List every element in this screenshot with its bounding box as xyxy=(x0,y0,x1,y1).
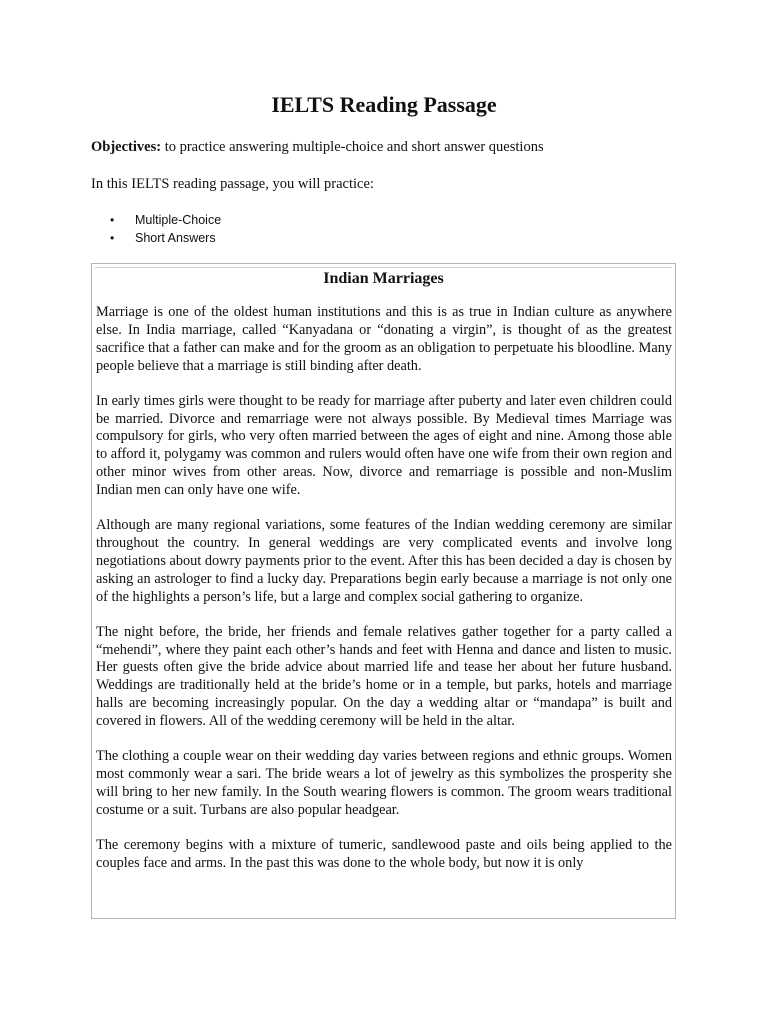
objectives-text: to practice answering multiple-choice and short answer questions xyxy=(161,139,544,155)
passage-paragraph: The clothing a couple wear on their wedding day varies between regions and ethnic groups. Women most commonly wear a sari. The bride wears a lot of jewelry as this symbolizes the prosperity she will bring to her new family. In the South wearing flowers is common. The groom wears traditional costume or a suit. Turbans are also popular headgear. xyxy=(96,748,672,818)
passage-paragraph: The ceremony begins with a mixture of tumeric, sandlewood paste and oils being applied to the couples face and arms. In the past this was done to the whole body, but now it is only xyxy=(96,836,672,871)
passage-title: Indian Marriages xyxy=(323,270,444,287)
intro-text: In this IELTS reading passage, you will practice: xyxy=(91,176,374,192)
passage-paragraph: Marriage is one of the oldest human institutions and this is as true in Indian culture as anywhere else. In India marriage, called “Kanyadana or “donating a virgin”, is thought of as the greatest sacrifice that a father can make and for the groom as an obligation to perpetuate his bloodline. Many people believe that a marriage is still binding after death. xyxy=(96,304,672,374)
list-item xyxy=(110,229,221,247)
objectives-label: Objectives: xyxy=(91,139,162,155)
bullet-icon: • xyxy=(110,213,115,227)
reading-passage-box xyxy=(91,263,676,919)
practice-list xyxy=(110,211,221,247)
page-title: IELTS Reading Passage xyxy=(271,92,497,117)
list-item-label: Short Answers xyxy=(135,231,216,245)
objectives-line xyxy=(91,139,544,156)
bullet-icon: • xyxy=(110,231,115,245)
passage-paragraph: The night before, the bride, her friends and female relatives gather together for a party called a “mehendi”, where they paint each other’s hands and feet with Henna and dance and listen to music. Her guests often give the bride advice about married life and tease her about her future husband. Weddings are traditionally held at the bride’s home or in a temple, but parks, hotels and marriage halls are becoming increasingly popular. On the day a wedding altar or “mandapa” is built and covered in flowers. All of the wedding ceremony will be held in the altar. xyxy=(96,623,672,730)
passage-body xyxy=(96,304,672,889)
passage-paragraph: Although are many regional variations, some features of the Indian wedding ceremony are similar throughout the country. In general weddings are very complicated events and involve long negotiations about dowry payments prior to the event. After this has been decided a day is chosen by asking an astrologer to find a lucky day. Preparations begin early because a marriage is not only one of the highlights a person’s life, but a large and complex social gathering to organize. xyxy=(96,517,672,605)
list-item xyxy=(110,211,221,229)
passage-paragraph: In early times girls were thought to be ready for marriage after puberty and later even children could be married. Divorce and remarriage were not always possible. By Medieval times Marriage was compulsory for girls, who very often married between the ages of eight and nine. Among those able to afford it, polygamy was common and rulers would often have one wife from their own region and other minor wives from other areas. Now, divorce and remarriage is possible and non-Muslim Indian men can only have one wife. xyxy=(96,392,672,499)
list-item-label: Multiple-Choice xyxy=(135,213,222,227)
divider xyxy=(95,267,672,268)
